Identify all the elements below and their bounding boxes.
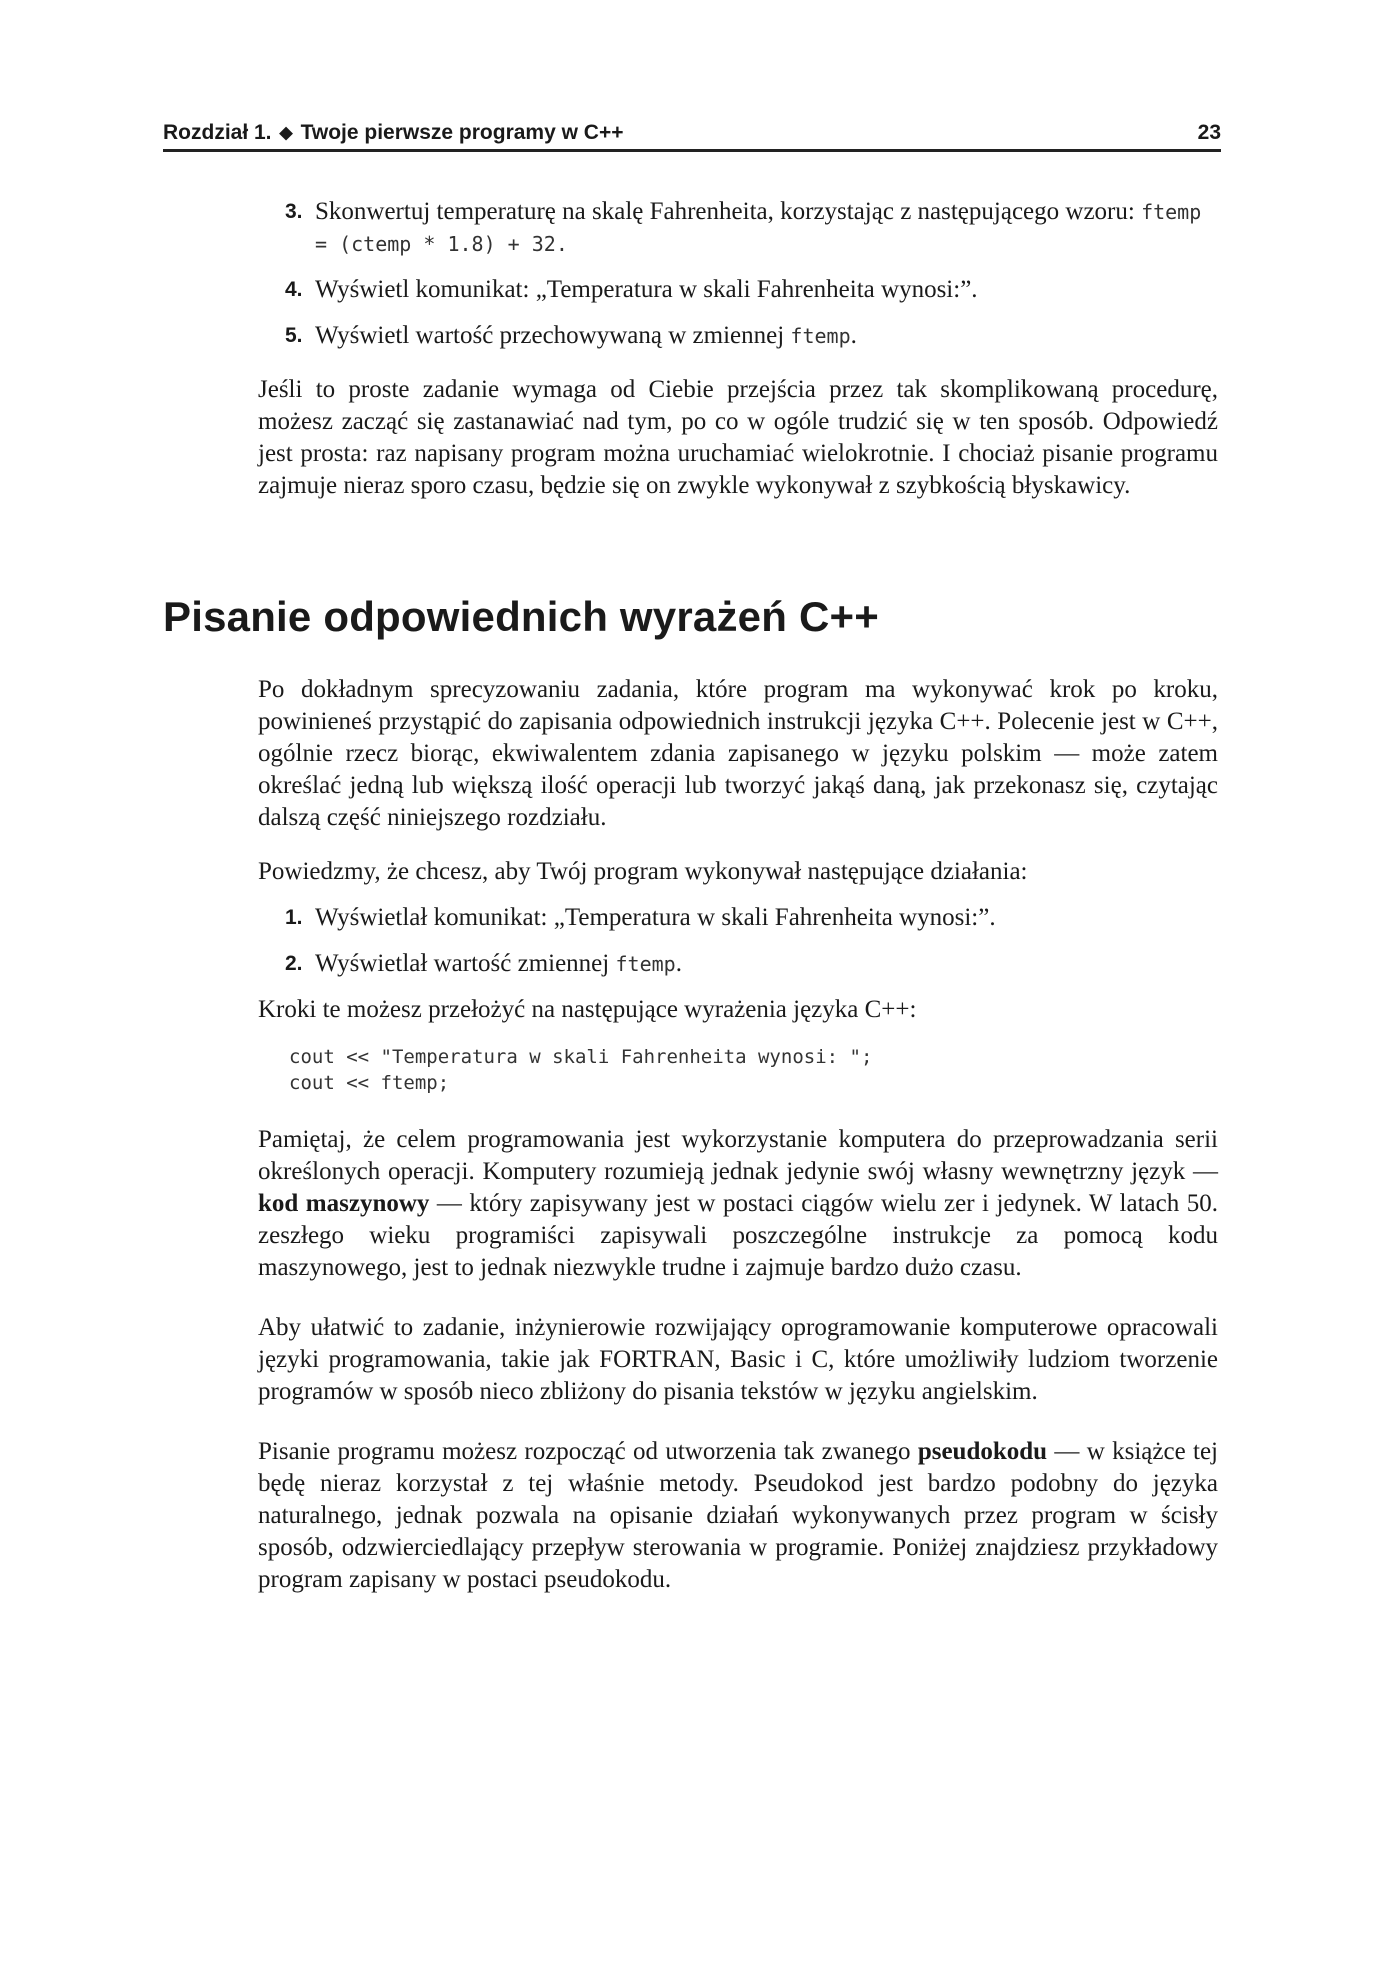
bold-term: pseudokodu [917, 1438, 1048, 1465]
code-block [289, 1044, 1218, 1096]
inline-code: ftemp [615, 952, 676, 976]
paragraph [258, 1436, 1218, 1596]
inline-code: ftemp [790, 324, 851, 348]
diamond-icon: ◆ [279, 123, 293, 142]
list-item [258, 196, 1218, 260]
bold-term: kod maszynowy [258, 1190, 430, 1217]
running-head-left [163, 121, 623, 145]
paragraph-text: Pisanie programu możesz rozpocząć od utworzenia tak zwanego [258, 1438, 918, 1465]
steps-list-mid [258, 902, 1218, 980]
chapter-label: Rozdział 1. [163, 121, 272, 144]
list-item [258, 274, 1218, 306]
paragraph-text: — który zapisywany jest w postaci ciągów wielu zer i jedynek. W latach 50. zeszłego wieku programiści zapisywali poszczególne instrukcje za pomocą kodu maszynowego, jest to jednak niezwykle trudne i zajmuje bardzo dużo czasu. [258, 1190, 1218, 1281]
chapter-title: Twoje pierwsze programy w C++ [300, 121, 624, 144]
paragraph-intro: Jeśli to proste zadanie wymaga od Ciebie przejścia przez tak skomplikowaną procedurę, możesz zacząć się zastanawiać nad tym, po co w ogóle trudzić się w ten sposób. Odpowiedź jest prosta: raz napisany program można uruchamiać wielokrotnie. I chociaż pisanie programu zajmuje nieraz sporo czasu, będzie się on zwykle wykonywał z szybkością błyskawicy. [258, 376, 1218, 499]
list-item-number: 3. [285, 200, 303, 223]
list-item-text-end: . [850, 322, 857, 349]
paragraph [258, 1124, 1218, 1284]
list-item-text: Wyświetl komunikat: „Temperatura w skali Fahrenheita wynosi:”. [315, 276, 978, 303]
section-heading: Pisanie odpowiednich wyrażeń C++ [163, 593, 879, 640]
list-item-text: Wyświetlał wartość zmiennej [315, 950, 616, 977]
list-item-number: 2. [285, 952, 303, 975]
paragraph-text: Pamiętaj, że celem programowania jest wykorzystanie komputera do przeprowadzania serii określonych operacji. Komputery rozumieją jednak jedynie swój własny wewnętrzny język — [258, 1126, 1218, 1185]
list-item-text: Skonwertuj temperaturę na skalę Fahrenheita, korzystając z następującego wzoru: [315, 198, 1142, 225]
list-item-text-end: . [675, 950, 682, 977]
page-number: 23 [1197, 121, 1221, 144]
steps-list-top [258, 196, 1218, 352]
running-head [163, 118, 1221, 152]
list-item-text: Wyświetl wartość przechowywaną w zmiennej [315, 322, 791, 349]
paragraph: Powiedzmy, że chcesz, aby Twój program wykonywał następujące działania: [258, 858, 1028, 885]
body-top [258, 196, 1218, 502]
paragraph-text: — w książce tej będę nieraz korzystał z tej właśnie metody. Pseudokod jest bardzo podobny do języka naturalnego, jednak pozwala na opisanie działań wykonywanych przez program w ścisły sposób, odzwierciedlający przepływ sterowania w programie. Poniżej znajdziesz przykładowy program zapisany w postaci pseudokodu. [258, 1438, 1219, 1593]
list-item [258, 948, 1218, 980]
list-item-number: 1. [285, 906, 303, 929]
list-item-number: 5. [285, 324, 303, 347]
paragraph: Aby ułatwić to zadanie, inżynierowie rozwijający oprogramowanie komputerowe opracowali języki programowania, takie jak FORTRAN, Basic i C, które umożliwiły ludziom tworzenie programów w sposób nieco zbliżony do pisania tekstów w języku angielskim. [258, 1314, 1218, 1405]
list-item [258, 320, 1218, 352]
list-item-number: 4. [285, 278, 303, 301]
code-line: cout << ftemp; [289, 1072, 450, 1094]
inline-code: ftemp = (ctemp * 1.8) + 32. [315, 200, 1202, 256]
paragraph: Kroki te możesz przełożyć na następujące wyrażenia języka C++: [258, 996, 917, 1023]
list-item [258, 902, 1218, 934]
paragraph: Po dokładnym sprecyzowaniu zadania, które program ma wykonywać krok po kroku, powinieneś przystąpić do zapisania odpowiednich instrukcji języka C++. Polecenie jest w C++, ogólnie rzecz biorąc, ekwiwalentem zdania zapisanego w języku polskim — może zatem określać jedną lub większą ilość operacji lub tworzyć jakąś daną, jak przekonasz się, czytając dalszą część niniejszego rozdziału. [258, 676, 1218, 831]
code-line: cout << "Temperatura w skali Fahrenheita wynosi: "; [289, 1046, 873, 1068]
list-item-text: Wyświetlał komunikat: „Temperatura w skali Fahrenheita wynosi:”. [315, 904, 996, 931]
body-main [258, 674, 1218, 1596]
